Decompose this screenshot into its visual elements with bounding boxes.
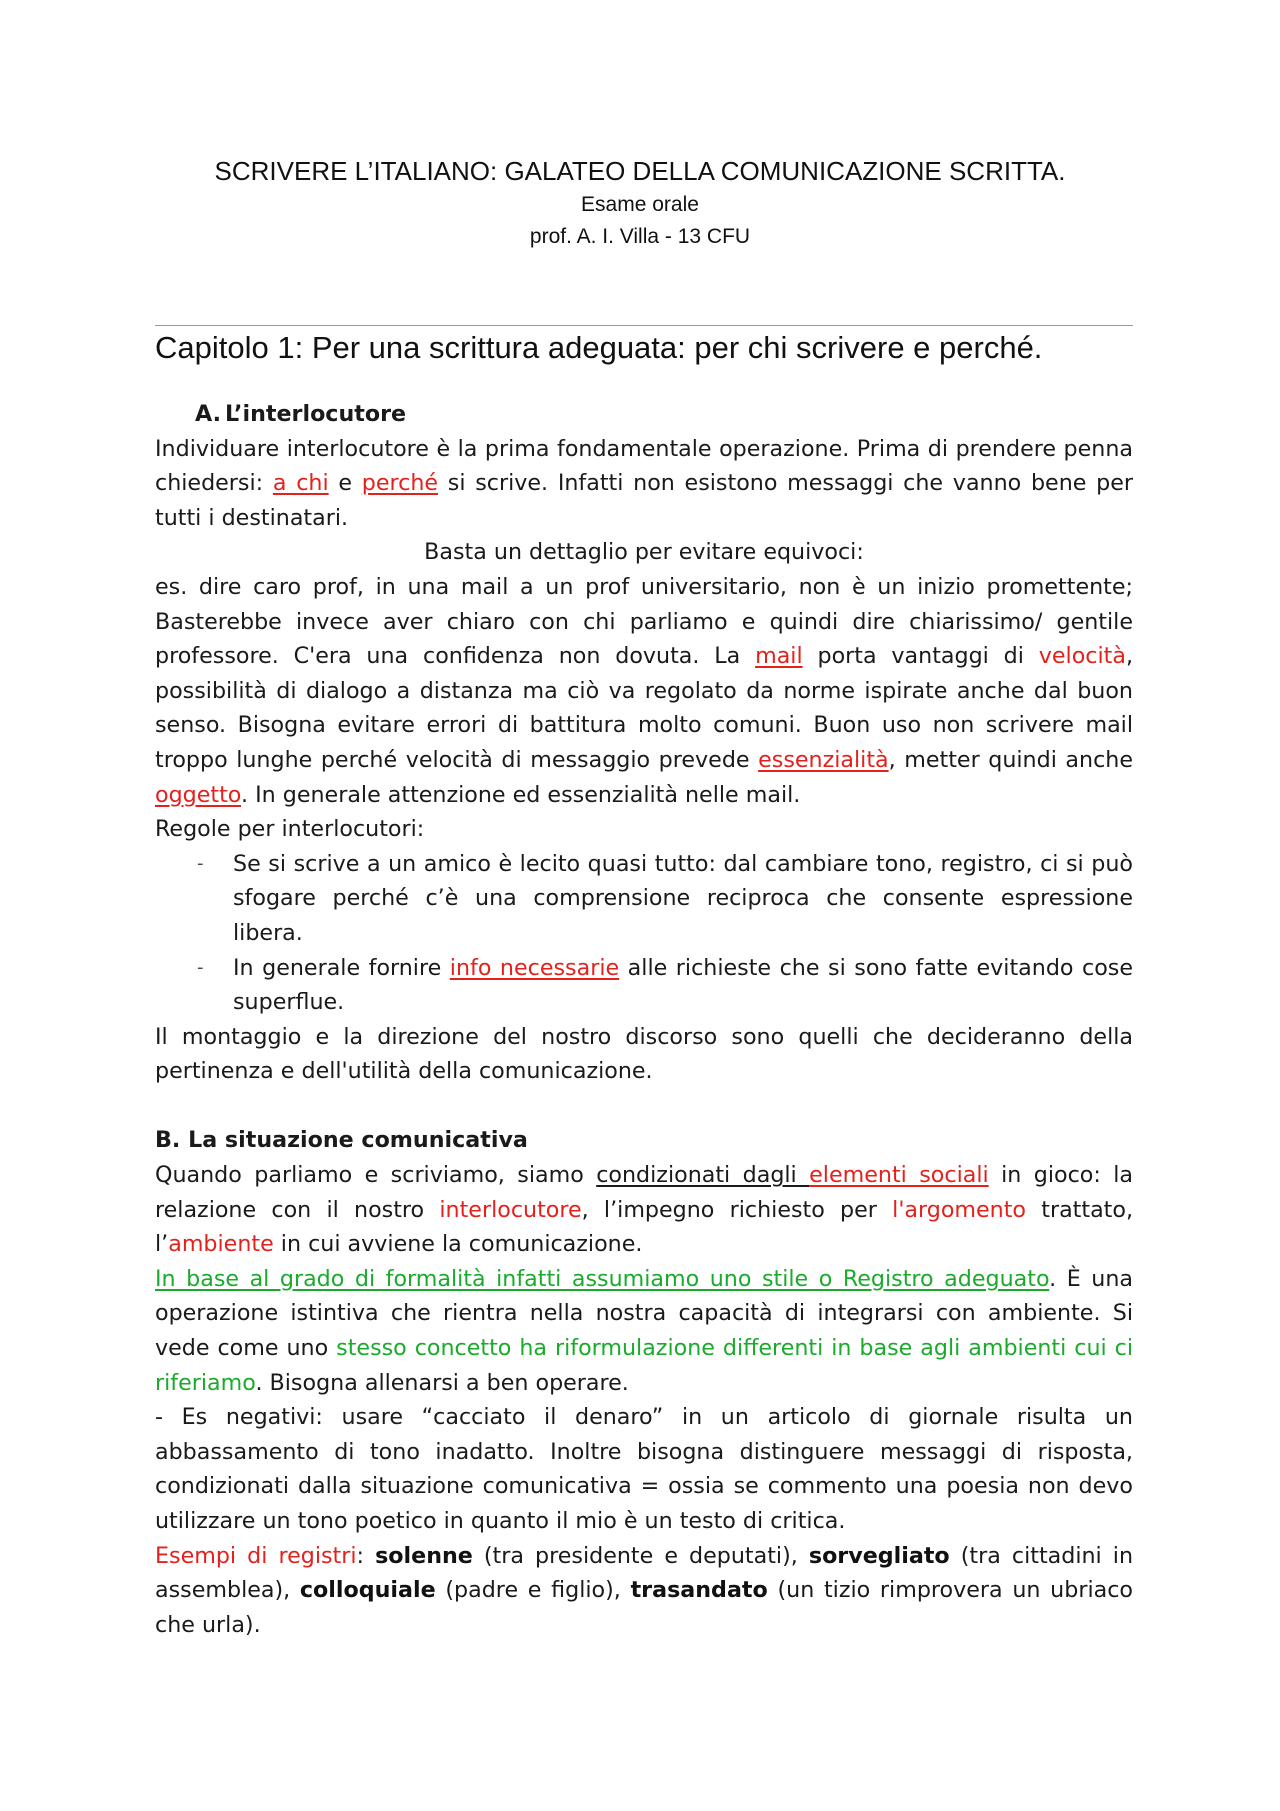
section-a-heading: [155, 397, 1133, 432]
list-item: [155, 847, 1133, 951]
text-run: :: [356, 1542, 376, 1569]
section-b-paragraph-1: [155, 1158, 1133, 1262]
text-run: in gioco: la relazione con il nostro: [155, 1162, 1134, 1223]
text-run: (tra cittadini in assemblea),: [155, 1542, 1134, 1604]
dash-bullet: -: [197, 852, 204, 874]
highlight-elementi-sociali: elementi sociali: [809, 1162, 989, 1189]
highlight-esempi-registri: Esempi di registri: [155, 1542, 357, 1569]
highlight-ambiente: ambiente: [168, 1231, 274, 1258]
bold-term: solenne: [375, 1542, 473, 1569]
list-item: [155, 951, 1133, 1020]
highlight-riformulazione: stesso concetto ha riformulazione differenti in base agli ambienti cui ci riferiamo: [155, 1335, 1133, 1396]
text-run: (padre e figlio),: [435, 1577, 631, 1604]
section-b-paragraph-2: [155, 1262, 1133, 1400]
highlight-a-chi: a chi: [272, 470, 329, 497]
document-body: [155, 397, 1133, 1642]
text-run: e: [328, 470, 362, 497]
section-a-closing: Il montaggio e la direzione del nostro discorso sono quelli che decideranno della pertinenza e dell'utilità della comunicazione.: [155, 1023, 1133, 1085]
dash-bullet: -: [197, 956, 204, 978]
document-subtitle: Esame orale: [581, 193, 699, 216]
text-run: In generale fornire: [233, 954, 450, 981]
text-run: Quando parliamo e scriviamo, siamo: [155, 1162, 597, 1189]
section-b-heading: B. La situazione comunicativa: [155, 1127, 528, 1154]
text-run: si scrive. Infatti non esistono messaggi che vanno bene per tutti i destinatari.: [155, 470, 1133, 531]
section-b-paragraph-3: - Es negativi: usare “cacciato il denaro” in un articolo di giornale risulta un abbassamento di tono inadatto. Inoltre bisogna distinguere messaggi di risposta, condizionati dalla situazione comunicativa = ossia se commento una poesia non devo utilizzare un tono poetico in quanto il mio è un testo di critica.: [155, 1404, 1133, 1534]
rules-intro: Regole per interlocutori:: [155, 816, 425, 843]
highlight-oggetto: oggetto: [155, 781, 241, 808]
paragraph-spacer: [155, 1089, 1133, 1124]
bold-term: trasandato: [630, 1577, 768, 1604]
text-run: es. dire caro prof, in una mail a un prof universitario, non è un inizio promettente; Basterebbe invece aver chiaro con chi parliamo e quindi dire chiarissimo/ gentile professore. C'era una confidenza non dovuta. La: [155, 573, 1133, 670]
text-run: (tra presidente e deputati),: [472, 1542, 809, 1569]
underlined-text: condizionati dagli: [596, 1162, 810, 1189]
text-run: alle richieste che si sono fatte evitando cose superflue.: [233, 954, 1133, 1016]
section-a-marker: A.: [195, 401, 222, 427]
text-run: . È una operazione istintiva che rientra nella nostra capacità di integrarsi con ambiente. Si vede come uno: [155, 1265, 1134, 1362]
highlight-perche: perché: [361, 470, 439, 497]
chapter-title: Capitolo 1: Per una scrittura adeguata: per chi scrivere e perché.: [155, 330, 1043, 365]
highlight-interlocutore: interlocutore: [439, 1196, 582, 1223]
section-a-paragraph-2: [155, 570, 1133, 812]
bold-term: colloquiale: [299, 1577, 436, 1604]
text-run: trattato, l’: [155, 1196, 1133, 1258]
text-run: . Bisogna allenarsi a ben operare.: [255, 1369, 629, 1396]
text-run: , possibilità di dialogo a distanza ma ciò va regolato da norme ispirate anche dal buon senso. Bisogna evitare errori di battitura molto comuni. Buon uso non scrivere mail troppo lunghe perché velocità di messaggio prevede: [155, 643, 1134, 773]
highlight-velocita: velocità: [1038, 643, 1126, 670]
highlight-info-necessarie: info necessarie: [449, 954, 620, 981]
bold-term: sorvegliato: [808, 1542, 950, 1569]
centered-note: Basta un dettaglio per evitare equivoci:: [424, 539, 864, 566]
text-run: . In generale attenzione ed essenzialità nelle mail.: [240, 781, 801, 808]
highlight-registro-adeguato: In base al grado di formalità infatti assumiamo uno stile o Registro adeguato: [155, 1265, 1050, 1292]
section-a-paragraph-1: [155, 432, 1133, 536]
highlight-mail: mail: [755, 643, 803, 670]
horizontal-divider: [155, 325, 1133, 326]
text-run: porta vantaggi di: [802, 643, 1039, 670]
highlight-essenzialita: essenzialità: [758, 746, 889, 773]
text-run: Individuare interlocutore è la prima fondamentale operazione. Prima di prendere penna chiedersi:: [155, 435, 1133, 497]
section-b-paragraph-4: [155, 1539, 1133, 1643]
text-run: , l’impegno richiesto per: [581, 1196, 893, 1223]
section-a-heading-text: L’interlocutore: [225, 401, 407, 427]
rules-list: [155, 847, 1133, 1020]
rule-text: Se si scrive a un amico è lecito quasi tutto: dal cambiare tono, registro, ci si può sfogare perché c’è una comprensione reciproca che consente espressione libera.: [233, 850, 1133, 946]
text-run: (un tizio rimprovera un ubriaco che urla).: [155, 1577, 1133, 1638]
document-title: SCRIVERE L’ITALIANO: GALATEO DELLA COMUNICAZIONE SCRITTA.: [214, 156, 1066, 186]
professor-line: prof. A. I. Villa - 13 CFU: [529, 225, 751, 248]
highlight-argomento: l'argomento: [892, 1196, 1027, 1223]
text-run: in cui avviene la comunicazione.: [273, 1231, 643, 1258]
text-run: , metter quindi anche: [888, 746, 1133, 773]
